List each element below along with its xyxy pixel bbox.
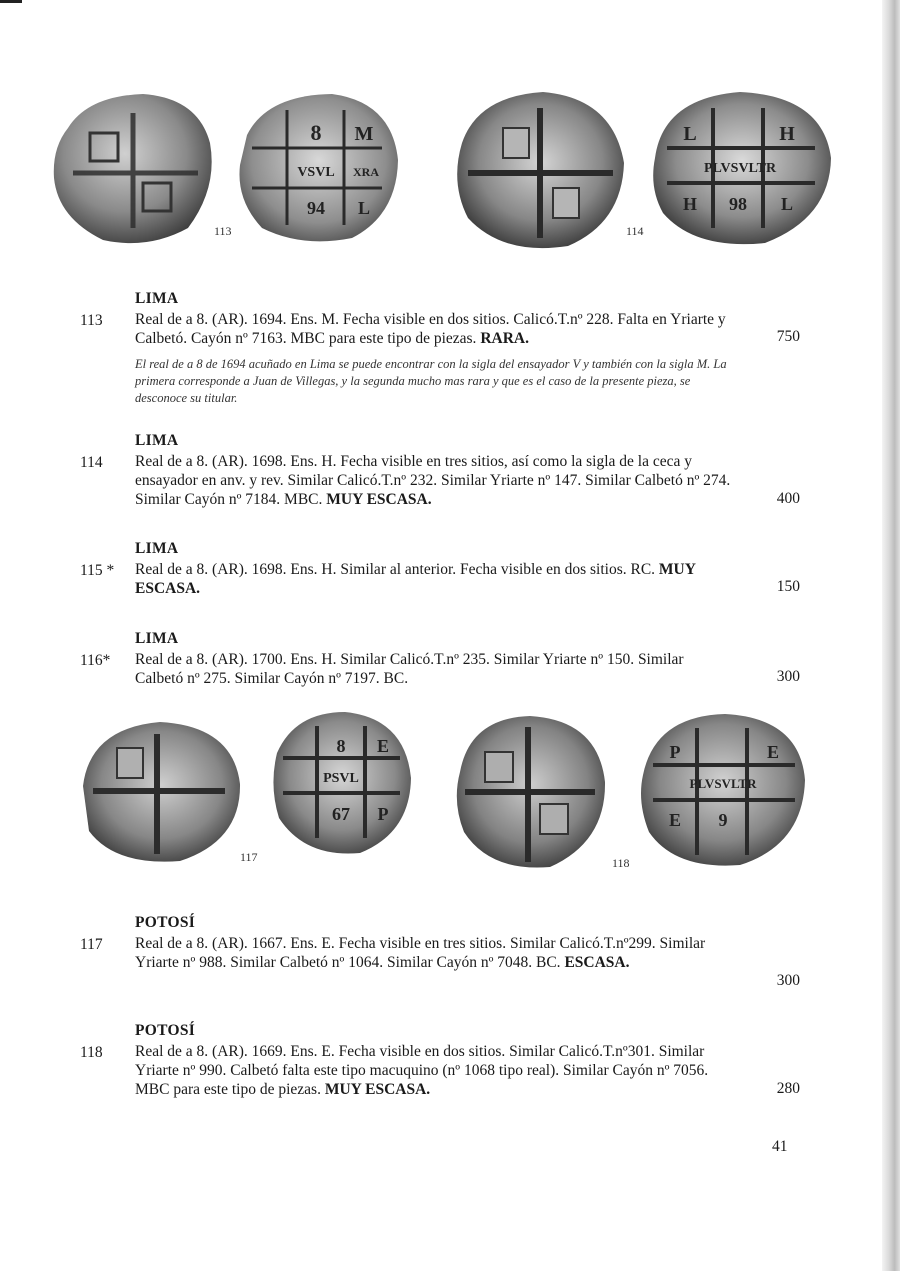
lot-number: 115 * xyxy=(80,562,115,579)
lot-description xyxy=(135,310,735,348)
page-edge-shadow xyxy=(882,0,900,1271)
coin-legend-text: 9 xyxy=(718,810,728,830)
lot-description-text: Real de a 8. (AR). 1669. Ens. E. Fecha visible en dos sitios. Similar Calicó.T.nº301. Similar Yriarte nº 990. Calbetó falta este tipo macuquino (nº 1068 tipo real). Similar Cayón nº 7056. MBC para este tipo de piezas. xyxy=(135,1043,709,1098)
lot-note: El real de a 8 de 1694 acuñado en Lima se puede encontrar con la sigla del ensayador V y también con la sigla M. La primera corresponde a Juan de Villegas, y la segunda mucho mas rara y que es el caso de la presente pieza, se desconoce su titular. xyxy=(135,357,727,405)
lot-description-text: Real de a 8. (AR). 1700. Ens. H. Similar Calicó.T.nº 235. Similar Yriarte nº 150. Similar Calbetó nº 275. Similar Cayón nº 7197. BC. xyxy=(135,651,684,687)
coin-legend-text: 94 xyxy=(307,198,325,218)
coin-113-reverse xyxy=(232,90,402,245)
lot-description xyxy=(135,452,735,509)
page-number: 41 xyxy=(772,1138,788,1155)
coin-118-obverse xyxy=(450,712,610,872)
lot-price: 750 xyxy=(776,328,800,345)
coin-113-obverse xyxy=(48,88,218,248)
lot-description xyxy=(135,560,735,598)
coin-legend-text: H xyxy=(779,123,795,145)
lot-city: POTOSÍ xyxy=(135,914,196,931)
lot-description xyxy=(135,1042,735,1099)
lot-description-text: Real de a 8. (AR). 1667. Ens. E. Fecha visible en tres sitios. Similar Calicó.T.nº299. Similar Yriarte nº 988. Similar Calbetó nº 1064. Similar Cayón nº 7048. BC. xyxy=(135,935,706,971)
coin-legend-text: L xyxy=(683,123,697,145)
coin-legend-text: E xyxy=(376,736,390,756)
lot-number: 118 xyxy=(80,1044,103,1061)
lot-description xyxy=(135,650,735,688)
lot-number: 114 xyxy=(80,454,103,471)
coin-legend-text: XRA xyxy=(353,165,379,179)
coin-legend-text: PLVSVLTR xyxy=(703,161,777,176)
lot-description-text: Real de a 8. (AR). 1698. Ens. H. Fecha visible en tres sitios, así como la sigla de la ceca y ensayador en anv. y rev. Similar Calicó.T.nº 232. Similar Yriarte nº 147. Similar Calbetó nº 274. Similar Cayón nº 7184. MBC. xyxy=(135,453,731,508)
coin-label-117: 117 xyxy=(240,850,258,864)
coin-114-obverse xyxy=(448,88,628,253)
lot-rarity: ESCASA. xyxy=(564,954,630,971)
lot-city: LIMA xyxy=(135,630,179,647)
coin-legend-text: H xyxy=(682,194,698,214)
coin-legend-text: VSVL xyxy=(297,165,335,180)
coin-117-obverse xyxy=(75,716,245,866)
coin-legend-text: PLVSVLTR xyxy=(689,776,757,791)
lot-price: 300 xyxy=(776,972,800,989)
lot-city: LIMA xyxy=(135,432,179,449)
lot-rarity: MUY ESCASA. xyxy=(135,561,696,597)
lot-city: LIMA xyxy=(135,290,179,307)
lot-rarity: MUY ESCASA. xyxy=(324,1081,431,1098)
coin-117-reverse xyxy=(265,708,415,858)
top-crop-mark xyxy=(0,0,22,3)
coin-label-113: 113 xyxy=(214,224,232,238)
lot-city: POTOSÍ xyxy=(135,1022,196,1039)
lot-rarity: MUY ESCASA. xyxy=(326,491,432,508)
lot-rarity: RARA. xyxy=(480,330,529,347)
coin-legend-text: 67 xyxy=(332,804,350,824)
coin-label-118: 118 xyxy=(612,856,630,870)
coin-114-reverse xyxy=(645,88,835,248)
coin-legend-text: 8 xyxy=(336,736,346,756)
coin-legend-text: 8 xyxy=(310,120,322,145)
coin-legend-text: PSVL xyxy=(323,771,359,786)
coin-legend-text: E xyxy=(766,742,780,762)
lot-price: 400 xyxy=(776,490,800,507)
lot-description-text: Real de a 8. (AR). 1694. Ens. M. Fecha visible en dos sitios. Calicó.T.nº 228. Falta en Yriarte y Calbetó. Cayón nº 7163. MBC para este tipo de piezas. xyxy=(135,311,726,347)
coin-legend-text: M xyxy=(354,123,374,145)
coin-legend-text: 98 xyxy=(729,194,747,214)
lot-description-text: Real de a 8. (AR). 1698. Ens. H. Similar al anterior. Fecha visible en dos sitios. RC. xyxy=(135,561,656,578)
lot-description xyxy=(135,934,735,972)
lot-number: 117 xyxy=(80,936,103,953)
lot-price: 280 xyxy=(776,1080,800,1097)
lot-number: 116* xyxy=(80,652,111,669)
lot-price: 150 xyxy=(776,578,800,595)
lot-price: 300 xyxy=(776,668,800,685)
coin-legend-text: L xyxy=(780,194,794,214)
lot-city: LIMA xyxy=(135,540,179,557)
coin-label-114: 114 xyxy=(626,224,644,238)
lot-number: 113 xyxy=(80,312,103,329)
coin-legend-text: E xyxy=(668,810,682,830)
coin-118-reverse xyxy=(635,710,810,870)
coin-legend-text: L xyxy=(357,198,371,218)
coin-legend-text: P xyxy=(377,804,389,824)
coin-legend-text: P xyxy=(669,742,681,762)
